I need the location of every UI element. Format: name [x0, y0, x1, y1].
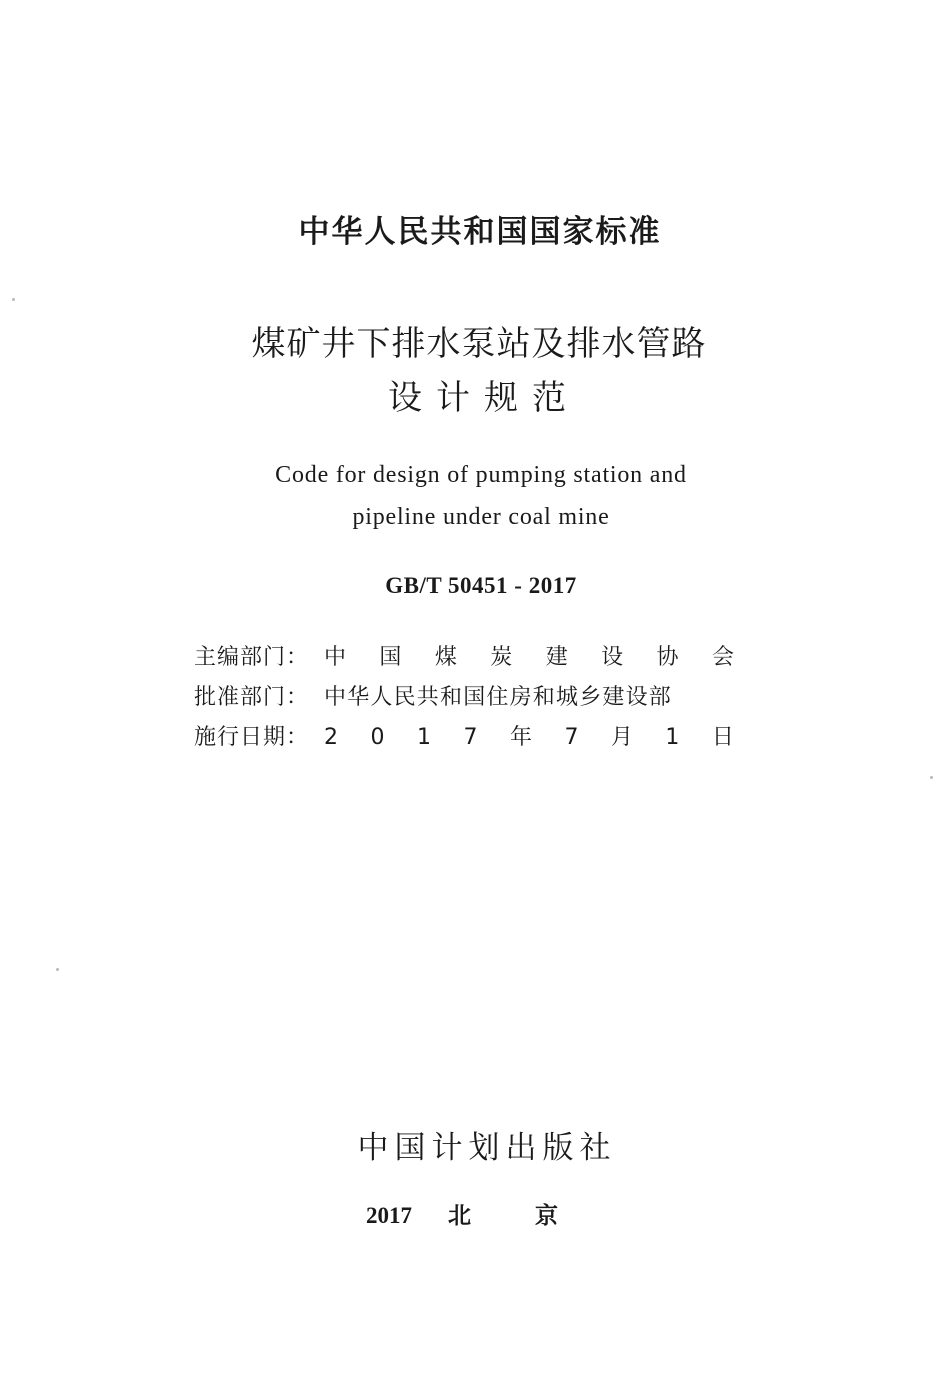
date-char: 日: [711, 725, 734, 750]
standard-code: GB/T 50451 - 2017: [385, 573, 577, 598]
city-char: 京: [535, 1203, 558, 1229]
editor-char: 炭: [490, 645, 513, 670]
effective-date-row: [194, 718, 754, 758]
editor-char: 国: [379, 645, 402, 670]
chinese-title-line-1: 煤矿井下排水泵站及排水管路: [251, 324, 707, 364]
editor-label: 主编部门：: [194, 645, 310, 670]
approver-value: 中华人民共和国住房和城乡建设部: [324, 685, 673, 710]
scan-speck: [12, 298, 15, 301]
editor-row: [194, 638, 754, 678]
publication-city: [448, 1198, 558, 1234]
editor-value: [324, 638, 734, 678]
publication-place: [366, 1198, 558, 1234]
approver-row: [194, 678, 754, 718]
editor-char: 协: [656, 645, 679, 670]
english-title-line-1: Code for design of pumping station and: [275, 462, 687, 488]
scan-speck: [56, 968, 59, 971]
date-char: 月: [610, 725, 633, 750]
date-char: 7: [564, 725, 579, 750]
approver-label: 批准部门：: [194, 685, 310, 710]
date-char: 2: [324, 725, 338, 750]
editor-char: 煤: [434, 645, 457, 670]
editor-char: 中: [324, 645, 347, 670]
editor-char: 会: [711, 645, 734, 670]
national-standard-heading: 中华人民共和国国家标准: [298, 214, 662, 250]
editor-char: 设: [601, 645, 624, 670]
english-title-line-2: pipeline under coal mine: [352, 504, 610, 530]
date-char: 7: [463, 725, 478, 750]
publication-info: [194, 638, 754, 758]
date-char: 年: [509, 725, 532, 750]
publisher-name: 中国计划出版社: [357, 1130, 617, 1166]
date-char: 1: [416, 725, 431, 750]
chinese-title-line-2: 设计规范: [388, 378, 580, 418]
scan-speck: [930, 776, 933, 779]
date-char: 1: [665, 725, 680, 750]
editor-char: 建: [545, 645, 568, 670]
effective-date-label: 施行日期：: [194, 725, 310, 750]
effective-date-value: [324, 718, 734, 758]
date-char: 0: [370, 725, 385, 750]
publication-year: 2017: [366, 1203, 412, 1228]
city-char: 北: [448, 1203, 471, 1229]
